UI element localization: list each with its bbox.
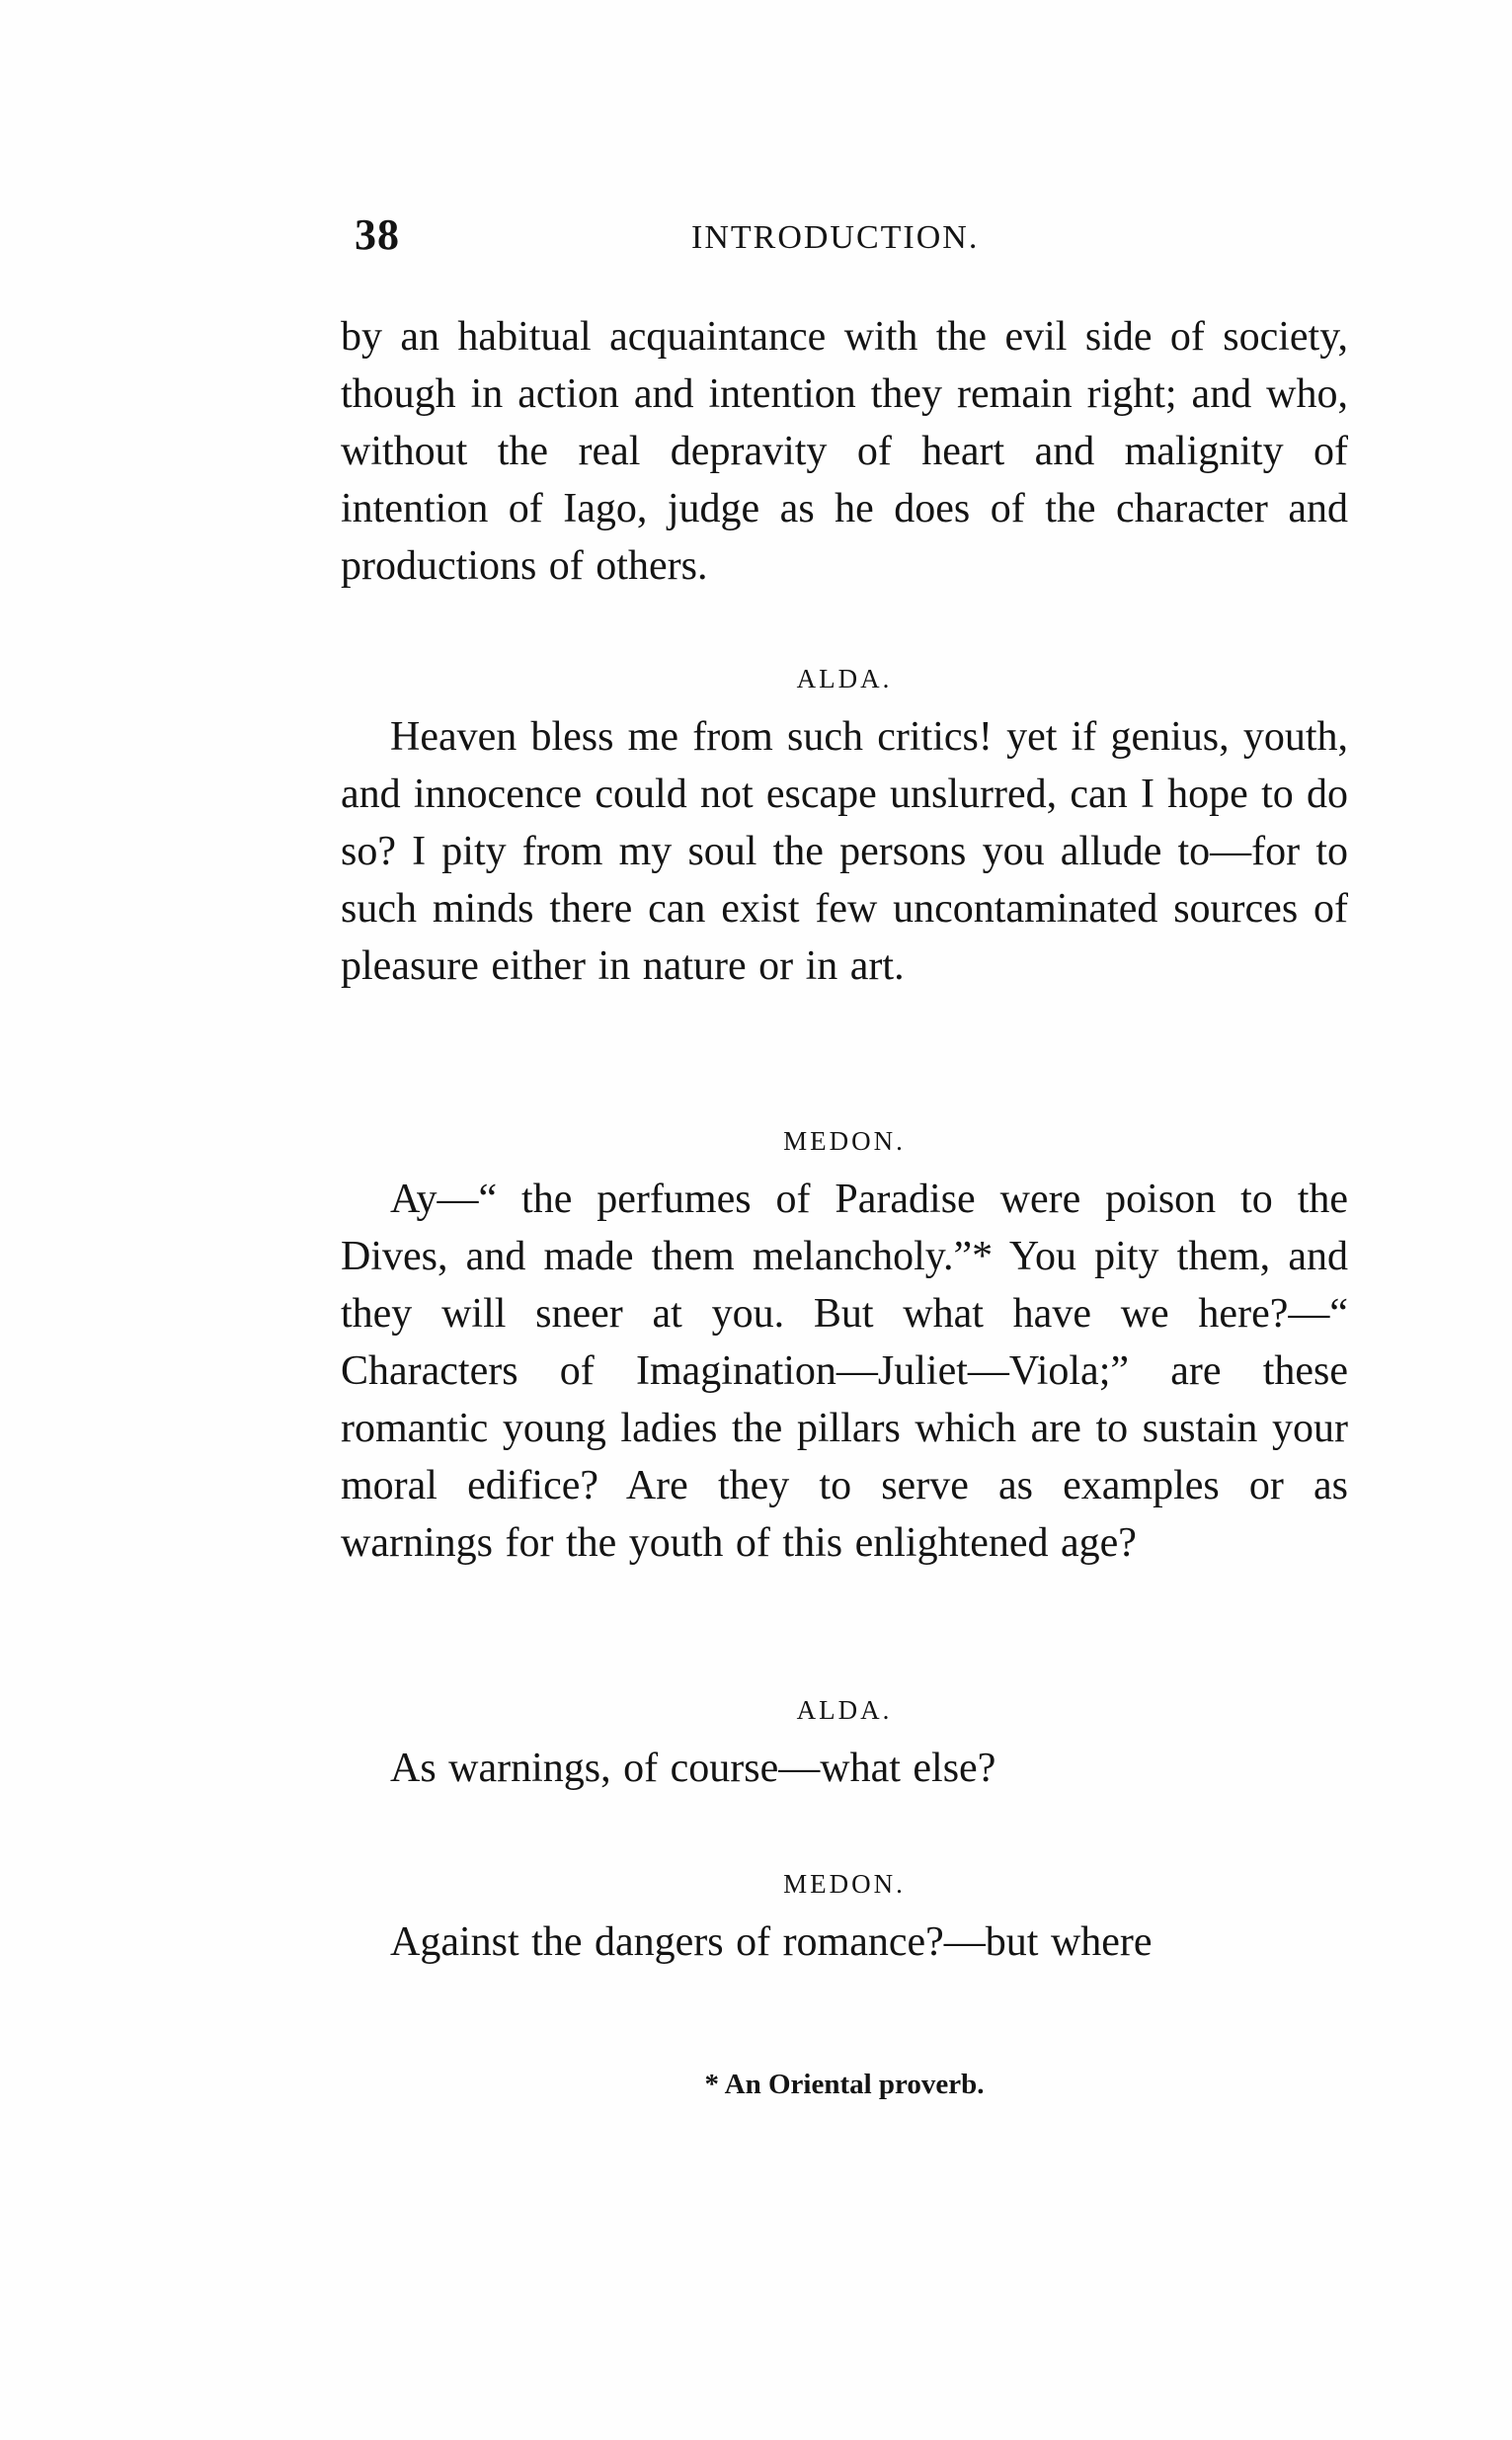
dialogue-block-alda-1: [341, 664, 1348, 995]
speaker-name: MEDON.: [783, 1126, 906, 1156]
speaker-name: ALDA.: [796, 1695, 893, 1725]
dialogue-block-alda-2: [341, 1695, 1348, 1797]
footnote: * An Oriental proverb.: [704, 2069, 985, 2100]
dialogue-block-medon-2: [341, 1869, 1348, 1971]
paragraph-text: by an habitual acquaintance with the evil side of society, though in action and intention they remain right; and who, without the real depravity of heart and malignity of intention of Iago, judge as he does of the character and productions of others.: [341, 314, 1348, 589]
paragraph-text: Against the dangers of romance?—but where: [390, 1919, 1153, 1965]
dialogue-block-medon-1: [341, 1126, 1348, 1572]
continuation-paragraph: [341, 308, 1348, 595]
paragraph-text: Heaven bless me from such critics! yet if genius, youth, and innocence could not escape unslurred, can I hope to do so? I pity from my soul the persons you allude to—for to such minds there can exist few uncontaminated sources of pleasure either in nature or in art.: [341, 714, 1348, 989]
speaker-name: MEDON.: [783, 1869, 906, 1899]
paragraph-text: Ay—“ the perfumes of Paradise were poison to the Dives, and made them melancholy.”* You pity them, and they will sneer at you. But what have we here?—“ Characters of Imagination—Juliet—Viola;” are these romantic young ladies the pillars which are to sustain your moral edifice? Are they to serve as examples or as warnings for the youth of this enlightened age?: [341, 1177, 1348, 1566]
page-header: [341, 209, 1348, 269]
page-number: 38: [355, 210, 400, 259]
speaker-name: ALDA.: [796, 664, 893, 693]
paragraph-text: As warnings, of course—what else?: [390, 1746, 996, 1791]
running-head: INTRODUCTION.: [691, 219, 980, 256]
